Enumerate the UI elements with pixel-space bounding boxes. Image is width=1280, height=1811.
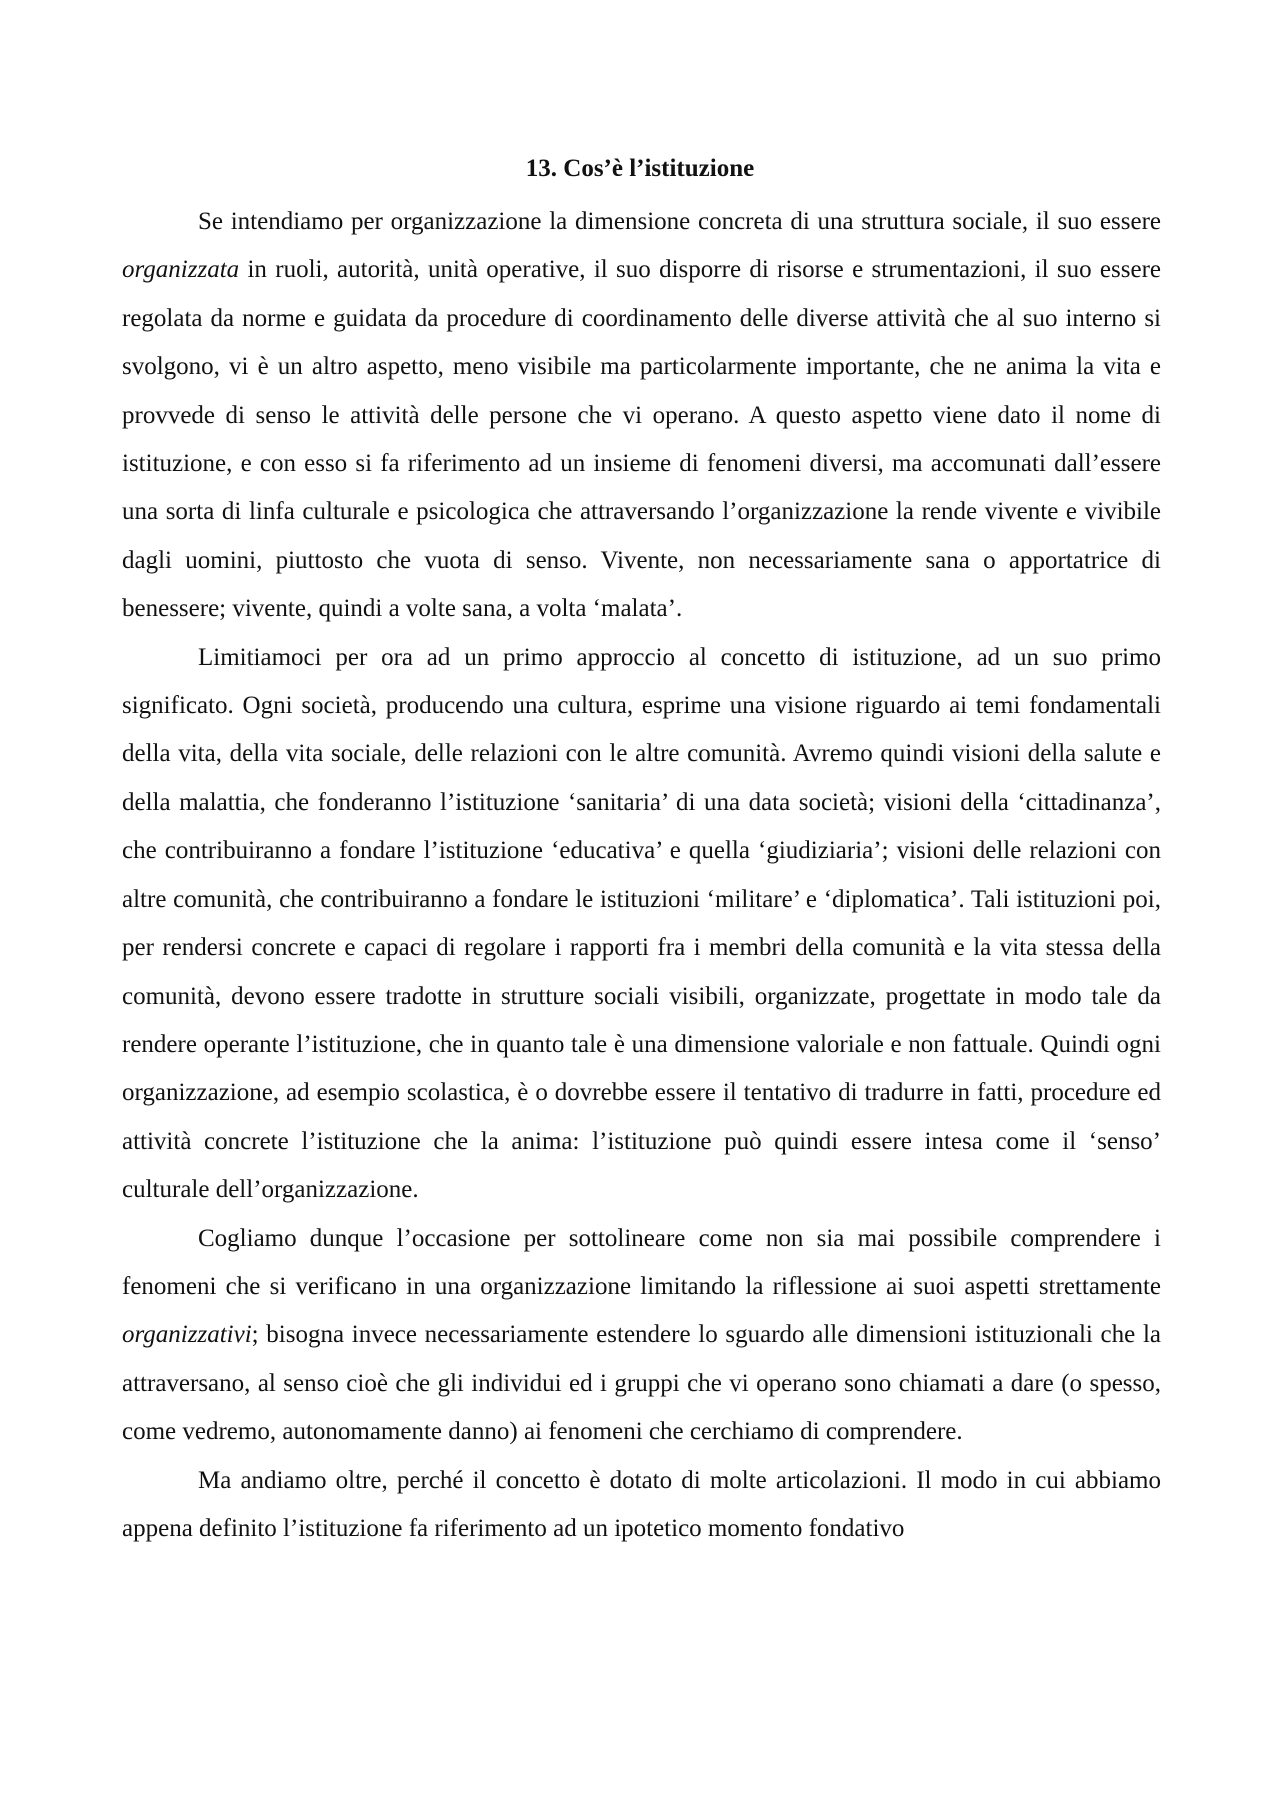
paragraph-2-text: Limitiamoci per ora ad un primo approccio al concetto di istituzione, ad un suo primo significato. Ogni società, producendo una cultura, esprime una visione riguardo ai temi fondamentali della vita, della vita sociale, delle relazioni con le altre comunità. Avremo quindi visioni della salute e della malattia, che fonderanno l’istituzione ‘sanitaria’ di una data società; visioni della ‘cittadinanza’, che contribuiranno a fondare l’istituzione ‘educativa’ e quella ‘giudiziaria’; visioni delle relazioni con altre comunità, che contribuiranno a fondare le istituzioni ‘militare’ e ‘diplomatica’. Tali istituzioni poi, per rendersi concrete e capaci di regolare i rapporti fra i membri della comunità e la vita stessa della comunità, devono essere tradotte in strutture sociali visibili, organizzate, progettate in modo tale da rendere operante l’istituzione, che in quanto tale è una dimensione valoriale e non fattuale. Quindi ogni organizzazione, ad esempio scolastica, è o dovrebbe essere il tentativo di tradurre in fatti, procedure ed attività concrete l’istituzione che la anima: l’istituzione può quindi essere intesa come il ‘senso’ culturale dell’organizzazione.	[122, 643, 1161, 1204]
paragraph-2	[122, 634, 1161, 1215]
paragraph-1	[122, 198, 1161, 634]
paragraph-4	[122, 1457, 1161, 1554]
paragraph-3-emphasis: organizzativi	[122, 1321, 252, 1349]
page-title: 13. Cos’è l’istituzione	[525, 155, 755, 182]
paragraph-1-text-b: in ruoli, autorità, unità operative, il suo disporre di risorse e strumentazioni, il suo essere regolata da norme e guidata da procedure di coordinamento delle diverse attività che al suo interno si svolgono, vi è un altro aspetto, meno visibile ma particolarmente importante, che ne anima la vita e provvede di senso le attività delle persone che vi operano. A questo aspetto viene dato il nome di istituzione, e con esso si fa riferimento ad un insieme di fenomeni diversi, ma accomunati dall’essere una sorta di linfa culturale e psicologica che attraversando l’organizzazione la rende vivente e vivibile dagli uomini, piuttosto che vuota di senso. Vivente, non necessariamente sana o apportatrice di benessere; vivente, quindi a volte sana, a volta ‘malata’.	[122, 256, 1161, 623]
paragraph-3-text-b: ; bisogna invece necessariamente estendere lo sguardo alle dimensioni istituzionali che la attraversano, al senso cioè che gli individui ed i gruppi che vi operano sono chiamati a dare (o spesso, come vedremo, autonomamente danno) ai fenomeni che cerchiamo di comprendere.	[122, 1321, 1161, 1446]
document-body	[122, 198, 1161, 1553]
paragraph-1-text-a: Se intendiamo per organizzazione la dimensione concreta di una struttura sociale, il suo essere	[198, 208, 1161, 235]
paragraph-3	[122, 1215, 1161, 1457]
paragraph-1-emphasis: organizzata	[122, 256, 240, 284]
paragraph-4-text: Ma andiamo oltre, perché il concetto è dotato di molte articolazioni. Il modo in cui abbiamo appena definito l’istituzione fa riferimento ad un ipotetico momento fondativo	[122, 1466, 1161, 1542]
paragraph-3-text-a: Cogliamo dunque l’occasione per sottolineare come non sia mai possibile comprendere i fenomeni che si verificano in una organizzazione limitando la riflessione ai suoi aspetti strettamente	[122, 1224, 1161, 1300]
